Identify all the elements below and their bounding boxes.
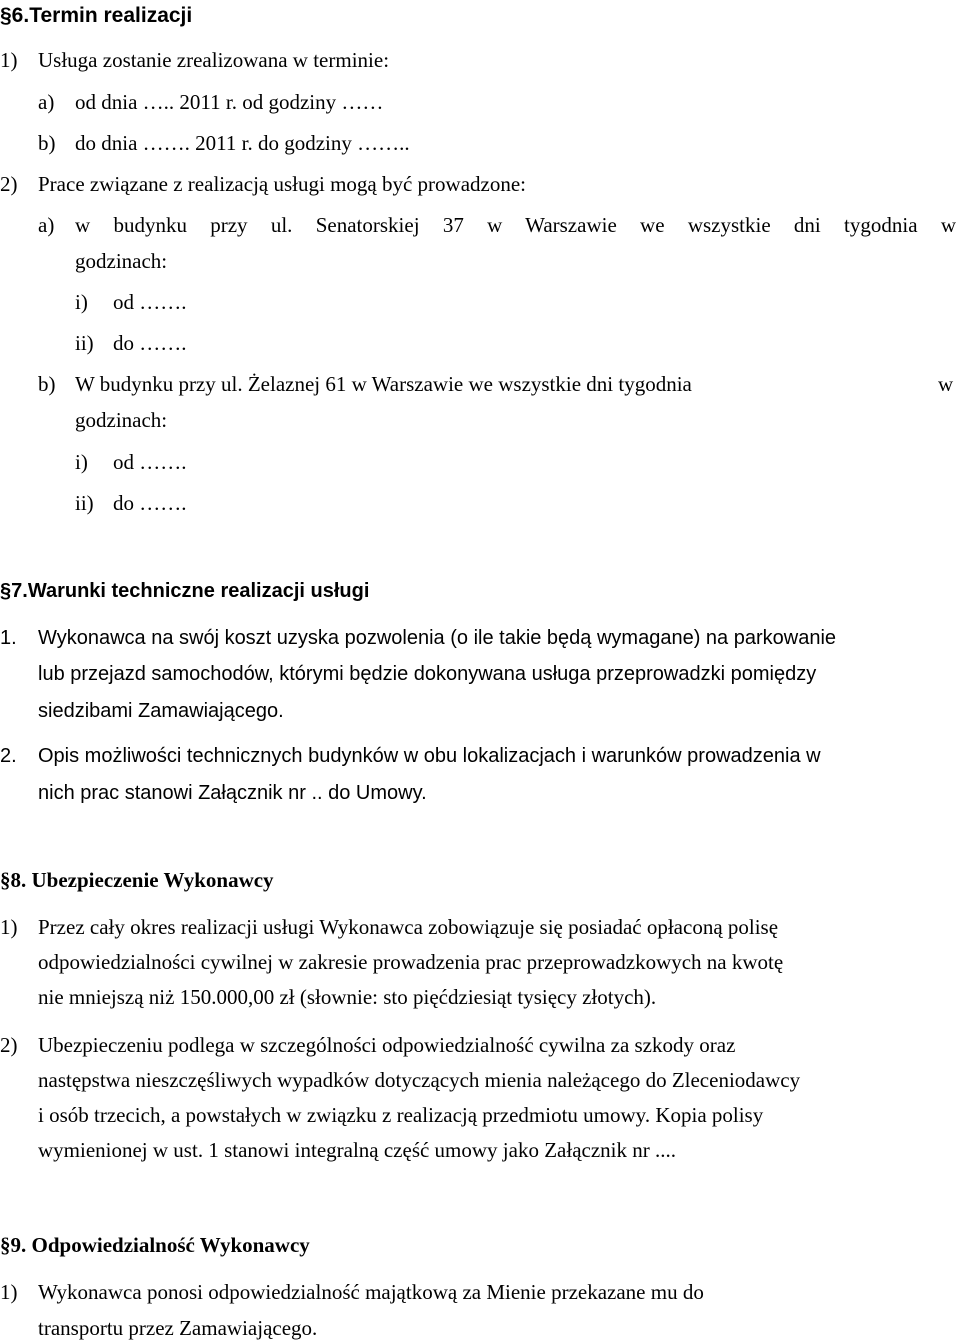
s7-item-1-line1 — [0, 628, 836, 648]
s6-item-1a — [38, 92, 383, 113]
item-text: do ……. — [113, 331, 187, 355]
item-text: Wykonawca na swój koszt uzyska pozwolenia (o ile takie będą wymagane) na parkowanie — [38, 627, 837, 649]
s6-item-2a-line2: godzinach: — [75, 249, 168, 273]
s6-item-2b-i — [75, 452, 187, 473]
item-letter: a) — [38, 90, 55, 114]
s9-item-1-line2: transportu przez Zamawiającego. — [38, 1316, 318, 1340]
item-text: Prace związane z realizacją usługi mogą być prowadzone: — [38, 172, 527, 196]
s7-item-1-line3: siedzibami Zamawiającego. — [38, 700, 284, 722]
item-text: od ……. — [113, 450, 187, 474]
item-text: do ……. — [113, 491, 187, 515]
s8-item-1-line3: nie mniejszą niż 150.000,00 zł (słownie: sto pięćdziesiąt tysięcy złotych). — [38, 985, 657, 1009]
section-9-heading — [0, 1235, 310, 1256]
item-text: Wykonawca ponosi odpowiedzialność majątkową za Mienie przekazane mu do — [38, 1280, 704, 1304]
s6-item-2a-i — [75, 292, 187, 313]
section-6-heading — [0, 5, 192, 26]
s6-item-1b — [38, 133, 410, 154]
s6-item-2b-trailing-w: w — [938, 372, 954, 396]
section-7-number: §7. — [0, 580, 28, 602]
s6-item-1 — [0, 50, 389, 71]
item-number: 2) — [0, 1033, 18, 1057]
s7-item-1-line2: lub przejazd samochodów, którymi będzie dokonywana usługa przeprowadzki pomiędzy — [38, 663, 817, 685]
item-number: 1) — [0, 915, 18, 939]
s7-item-2-line1 — [0, 746, 821, 766]
section-9-number: §9. — [0, 1233, 27, 1257]
item-text: do dnia ……. 2011 r. do godziny …….. — [75, 131, 410, 155]
item-roman: ii) — [75, 331, 94, 355]
item-text: Ubezpieczeniu podlega w szczególności odpowiedzialność cywilna za szkody oraz — [38, 1033, 736, 1057]
item-number: 2) — [0, 172, 18, 196]
s7-item-2-line2: nich prac stanowi Załącznik nr .. do Umowy. — [38, 782, 427, 804]
item-text: w budynku przy ul. Senatorskiej 37 w Warszawie we wszystkie dni tygodnia w — [75, 213, 956, 237]
s9-item-1-line1 — [0, 1282, 704, 1303]
item-number: 1) — [0, 48, 18, 72]
s8-item-2-line3: i osób trzecich, a powstałych w związku z realizacją przedmiotu umowy. Kopia polisy — [38, 1103, 764, 1127]
item-text: Usługa zostanie zrealizowana w terminie: — [38, 48, 390, 72]
item-roman: ii) — [75, 491, 94, 515]
s8-item-1-line2: odpowiedzialności cywilnej w zakresie prowadzenia prac przeprowadzkowych na kwotę — [38, 950, 784, 974]
item-text: Opis możliwości technicznych budynków w obu lokalizacjach i warunków prowadzenia w — [38, 745, 821, 767]
section-7-title: Warunki techniczne realizacji usługi — [27, 580, 370, 602]
item-letter: a) — [38, 213, 55, 237]
s8-item-2-line2: następstwa nieszczęśliwych wypadków dotyczących mienia należącego do Zleceniodawcy — [38, 1068, 801, 1092]
item-letter: b) — [38, 131, 56, 155]
section-8-title: Ubezpieczenie Wykonawcy — [31, 868, 274, 892]
item-number: 1) — [0, 1280, 18, 1304]
s6-item-2b-line1 — [38, 374, 692, 395]
item-number: 2. — [0, 745, 17, 767]
s6-item-2a-line1 — [38, 215, 956, 236]
section-6-title: Termin realizacji — [29, 4, 193, 27]
item-roman: i) — [75, 290, 88, 314]
section-6-number: §6. — [0, 4, 30, 27]
section-9-title: Odpowiedzialność Wykonawcy — [31, 1233, 310, 1257]
section-8-number: §8. — [0, 868, 27, 892]
section-7-heading — [0, 581, 369, 601]
item-text: od ……. — [113, 290, 187, 314]
s8-item-1-line1 — [0, 917, 778, 938]
s6-item-2b-ii — [75, 493, 187, 514]
s8-item-2-line1 — [0, 1035, 735, 1056]
s8-item-2-line4: wymienionej w ust. 1 stanowi integralną część umowy jako Załącznik nr .... — [38, 1138, 676, 1162]
item-text: Przez cały okres realizacji usługi Wykonawca zobowiązuje się posiadać opłaconą polisę — [38, 915, 779, 939]
item-letter: b) — [38, 372, 56, 396]
section-8-heading — [0, 870, 274, 891]
s6-item-2 — [0, 174, 526, 195]
item-roman: i) — [75, 450, 88, 474]
item-text: W budynku przy ul. Żelaznej 61 w Warszawie we wszystkie dni tygodnia — [75, 372, 692, 396]
item-number: 1. — [0, 627, 17, 649]
item-text: od dnia ….. 2011 r. od godziny …… — [75, 90, 384, 114]
s6-item-2a-ii — [75, 333, 187, 354]
s6-item-2b-line2: godzinach: — [75, 408, 168, 432]
